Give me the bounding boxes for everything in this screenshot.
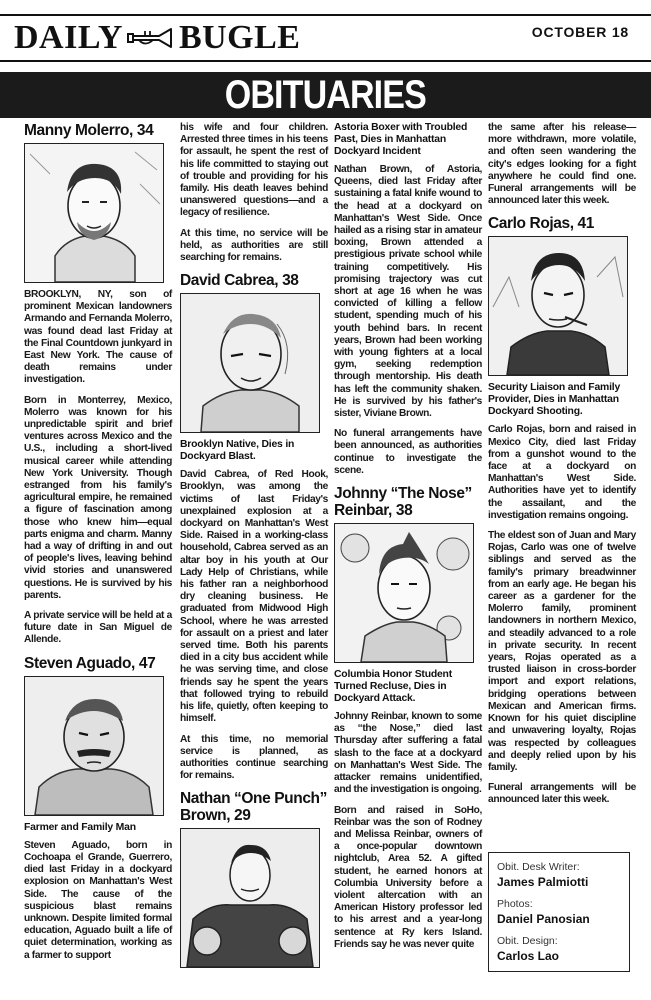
portrait-steven-aguado (24, 676, 164, 816)
section-title: OBITUARIES (224, 72, 427, 117)
portrait-johnny-reinbar (334, 523, 474, 663)
logo-word-daily: DAILY (14, 19, 123, 56)
portrait-carlo-rojas (488, 236, 628, 376)
obit-paragraph: Born in Monterrey, Mexico, Molerro was known for his unpredictable spirit and brief ventures across Mexico and the U.S., including a short-lived musical career while attending New York University. Though estranged from his family's agricultural empire, he remained a figure of fascination among those who knew him—equal parts enigma and charm. Manny had a way of drifting in and out of people's lives, leaving behind vivid stories and unanswered questions. He is survived by his parents. (24, 394, 172, 601)
logo-word-bugle: BUGLE (178, 19, 301, 56)
portrait-manny-molerro (24, 143, 164, 283)
obit-name-carlo-rojas: Carlo Rojas, 41 (488, 215, 594, 233)
masthead-top-rule (0, 14, 651, 16)
obit-subhead: Astoria Boxer with Troubled Past, Dies in Manhattan Dockyard Incident (334, 122, 468, 157)
obit-paragraph: Carlo Rojas, born and raised in Mexico City, died last Friday from a gunshot wound to the face at a dockyard on Manhattan's West Side. Authorities have yet to identify the assailant, and the investigation remains ongoing. (488, 424, 636, 521)
obit-paragraph: No funeral arrangements have been announced, as authorities continue to investigate the scene. (334, 428, 482, 476)
credit-writer: James Palmiotti (497, 875, 589, 889)
dateline: BROOKLYN, NY, (24, 289, 113, 300)
masthead (0, 0, 651, 66)
credit-label-design: Obit. Design: (497, 935, 558, 947)
section-banner (0, 72, 651, 118)
obit-paragraph: Nathan Brown, of Astoria, Queens, died last Friday after sustaining a fatal knife wound to the head at a dockyard on Manhattan's West Side. Once hailed as a rising star in amateur boxing, Brown attended a prestigious private school while training competitively. His promising trajectory was cut short at age 16 when he was convicted of killing a fellow student, spending much of his youth behind bars. In recent years, Brown had been working with young fighters at a local gym, seeking redemption through mentorship. His death has left the community shaken. He is survived by his father's sister, Viviane Brown. (334, 164, 482, 420)
obit-paragraph: Steven Aguado, born in Cochoapa el Grande, Guerrero, died last Friday in a dockyard explosion on Manhattan's West Side. The cause of the suspicious blast remains unknown. Despite limited formal education, Aguado built a life of quiet determination, working as a farmer to support (24, 839, 172, 961)
masthead-bottom-rule (0, 60, 651, 62)
obit-paragraph-text: son of prominent Mexican landowners Armando and Fernanda Molerro, was found dead last Friday at the Final Countdown junkyard in East New York. The cause of death remains under investigation. (24, 289, 172, 386)
obit-paragraph: At this time, no service will be held, as authorities are still searching for remains. (180, 227, 328, 264)
obit-paragraph: Funeral arrangements will be announced later this week. (488, 782, 636, 806)
credit-label-writer: Obit. Desk Writer: (497, 861, 580, 873)
obit-paragraph: Born and raised in SoHo, Reinbar was the son of Rodney and Melissa Reinbar, owners of a once-popular downtown nightclub, Area 52. A gifted student, he earned honors at Columbia University before a violent altercation with an American History professor led to his arrest and a year-long sentence at Ry kers Island. Friends say he was never quite (334, 804, 482, 950)
column-3 (334, 122, 482, 959)
newspaper-logo (14, 20, 301, 56)
portrait-david-cabrea (180, 293, 320, 433)
obit-name-nathan-brown: Nathan “One Punch” Brown, 29 (180, 790, 327, 825)
obit-paragraph: At this time, no memorial service is planned, as authorities continue searching for remains. (180, 733, 328, 782)
obit-paragraph (24, 289, 172, 387)
obit-subhead: Columbia Honor Student Turned Recluse, Dies in Dockyard Attack. (334, 669, 452, 705)
obit-paragraph: Johnny Reinbar, known to some as “the Nose,” died last Thursday after suffering a fatal slash to the face at a dockyard on Manhattan's West Side. The attacker remains unidentified, and the investigation is ongoing. (334, 711, 482, 796)
obit-subhead: Farmer and Family Man (24, 821, 136, 833)
credit-design: Carlos Lao (497, 949, 560, 963)
obit-name-johnny-reinbar: Johnny “The Nose” Reinbar, 38 (334, 485, 472, 520)
obit-name-david-cabrea: David Cabrea, 38 (180, 272, 299, 290)
issue-date: OCTOBER 18 (531, 24, 629, 40)
obit-paragraph: The eldest son of Juan and Mary Rojas, Carlo was one of twelve siblings and served as the family's primary breadwinner from an early age. He began his career as a gardener for the Molerro family, prominent landowners in northern Mexico, and steadily advanced to a role in private security. In recent years, Rojas operated as a trusted liaison in cross-border import and export relations, bridging operations between Mexican and American firms. Known for his quiet discipline and unwavering loyalty, Rojas was respected by colleagues and deeply relied upon by his family. (488, 530, 636, 773)
credits-box (488, 852, 630, 972)
obit-paragraph: his wife and four children. Arrested three times in his teens for assault, he spent the rest of his life committed to staying out of trouble and providing for his family. His death leaves behind unanswered questions—and a legacy of resilience. (180, 122, 328, 219)
credit-label-photos: Photos: (497, 898, 533, 910)
obit-name-manny-molerro: Manny Molerro, 34 (24, 122, 154, 139)
column-2 (180, 122, 328, 974)
obit-name-steven-aguado: Steven Aguado, 47 (24, 654, 156, 672)
obit-paragraph: A private service will be held at a future date in San Miguel de Allende. (24, 610, 172, 646)
credit-photos: Daniel Panosian (497, 912, 590, 926)
obit-subhead: Brooklyn Native, Dies in Dockyard Blast. (180, 439, 295, 463)
bugle-icon (125, 25, 177, 51)
column-4 (488, 122, 636, 815)
obit-subhead: Security Liaison and Family Provider, Dies in Manhattan Dockyard Shooting. (488, 382, 621, 418)
obit-paragraph: David Cabrea, of Red Hook, Brooklyn, was among the victims of last Friday's unexplained explosion at a dockyard on Manhattan's West Side. Raised in a working-class household, Cabrea served as an altar boy in his youth at Our Lady Help of Christians, while his father ran a neighborhood dry cleaning business. He graduated from Midwood High School, where he was arrested for assault on a priest and later served time. Both his parents died in a city bus accident while he was serving time, and close friends say he spent the years that followed trying to rebuild his life, quietly, often keeping to himself. (180, 469, 328, 725)
portrait-nathan-brown (180, 828, 320, 968)
column-1 (24, 122, 172, 970)
obit-paragraph: the same after his release—more withdrawn, more volatile, and often seen wandering the city's edges looking for a fight anywhere he could find one. Funeral arrangements will be announced later this week. (488, 122, 636, 207)
